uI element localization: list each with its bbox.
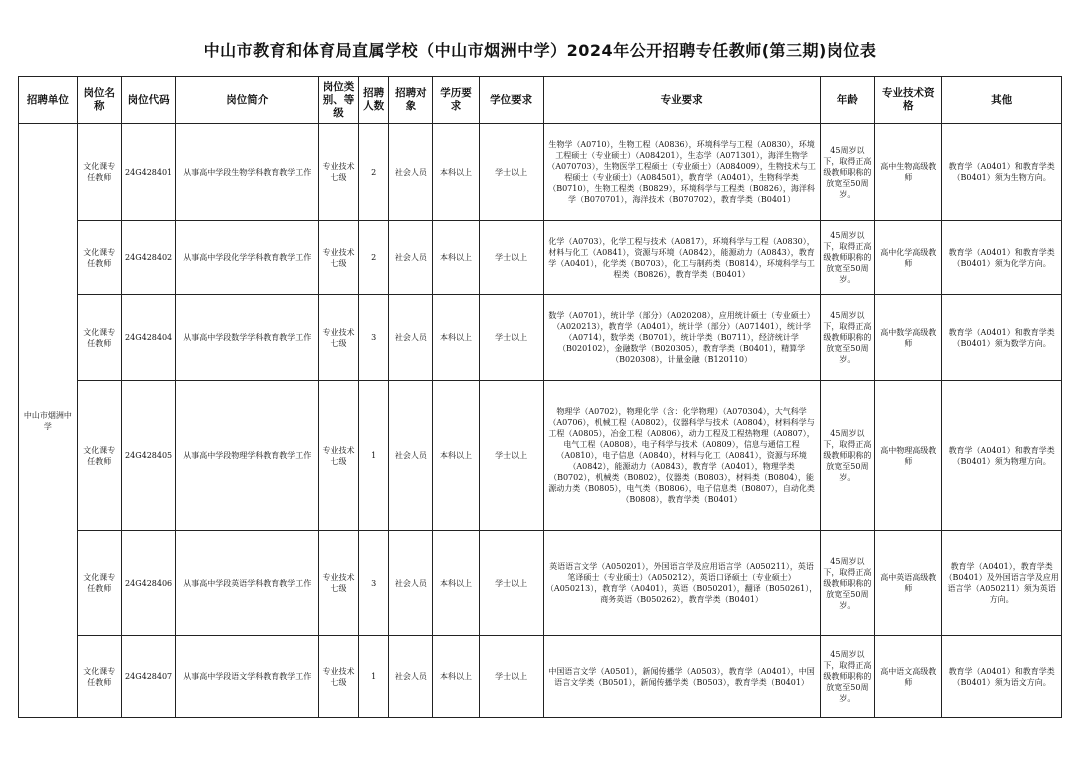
degree-cell: 学士以上 <box>479 295 543 381</box>
qualification-cell: 高中物理高级教师 <box>875 381 942 531</box>
position-code-cell: 24G428407 <box>121 636 176 718</box>
degree-cell: 学士以上 <box>479 381 543 531</box>
qualification-cell: 高中化学高级教师 <box>875 221 942 295</box>
table-row <box>19 531 1062 636</box>
table-row <box>19 295 1062 381</box>
age-cell: 45周岁以下，取得正高级教师职称的放宽至50周岁。 <box>820 531 875 636</box>
position-name-cell: 文化课专任教师 <box>77 531 121 636</box>
position-intro-cell: 从事高中学段化学学科教育教学工作 <box>176 221 319 295</box>
table-row <box>19 221 1062 295</box>
other-cell: 教育学（A0401）和教育学类（B0401）须为生物方向。 <box>942 124 1062 221</box>
other-cell: 教育学（A0401）和教育学类（B0401）须为语文方向。 <box>942 636 1062 718</box>
other-cell: 教育学（A0401）和教育学类（B0401）须为数学方向。 <box>942 295 1062 381</box>
other-cell: 教育学（A0401）和教育学类（B0401）须为化学方向。 <box>942 221 1062 295</box>
age-cell: 45周岁以下，取得正高级教师职称的放宽至50周岁。 <box>820 221 875 295</box>
degree-cell: 学士以上 <box>479 221 543 295</box>
position-code-cell: 24G428405 <box>121 381 176 531</box>
job-positions-table <box>18 76 1062 718</box>
age-cell: 45周岁以下，取得正高级教师职称的放宽至50周岁。 <box>820 381 875 531</box>
headcount-cell: 1 <box>358 636 388 718</box>
column-header: 其他 <box>942 77 1062 124</box>
headcount-cell: 2 <box>358 221 388 295</box>
qualification-cell: 高中生物高级教师 <box>875 124 942 221</box>
position-code-cell: 24G428404 <box>121 295 176 381</box>
column-header: 学历要求 <box>433 77 479 124</box>
position-category-cell: 专业技术七级 <box>319 124 359 221</box>
headcount-cell: 1 <box>358 381 388 531</box>
position-name-cell: 文化课专任教师 <box>77 221 121 295</box>
position-code-cell: 24G428406 <box>121 531 176 636</box>
position-intro-cell: 从事高中学段英语学科教育教学工作 <box>176 531 319 636</box>
position-name-cell: 文化课专任教师 <box>77 124 121 221</box>
education-cell: 本科以上 <box>433 381 479 531</box>
position-name-cell: 文化课专任教师 <box>77 295 121 381</box>
position-intro-cell: 从事高中学段生物学科教育教学工作 <box>176 124 319 221</box>
page-title: 中山市教育和体育局直属学校（中山市烟洲中学）2024年公开招聘专任教师(第三期)岗位表 <box>203 41 877 60</box>
position-category-cell: 专业技术七级 <box>319 221 359 295</box>
other-cell: 教育学（A0401），教育学类（B0401）及外国语言学及应用语言学（A050211）须为英语方向。 <box>942 531 1062 636</box>
headcount-cell: 2 <box>358 124 388 221</box>
position-name-cell: 文化课专任教师 <box>77 381 121 531</box>
target-cell: 社会人员 <box>389 381 433 531</box>
age-cell: 45周岁以下，取得正高级教师职称的放宽至50周岁。 <box>820 124 875 221</box>
column-header: 岗位简介 <box>176 77 319 124</box>
education-cell: 本科以上 <box>433 636 479 718</box>
column-header: 招聘单位 <box>19 77 78 124</box>
education-cell: 本科以上 <box>433 124 479 221</box>
target-cell: 社会人员 <box>389 221 433 295</box>
column-header: 岗位名称 <box>77 77 121 124</box>
headcount-cell: 3 <box>358 531 388 636</box>
target-cell: 社会人员 <box>389 531 433 636</box>
target-cell: 社会人员 <box>389 295 433 381</box>
age-cell: 45周岁以下，取得正高级教师职称的放宽至50周岁。 <box>820 636 875 718</box>
qualification-cell: 高中英语高级教师 <box>875 531 942 636</box>
headcount-cell: 3 <box>358 295 388 381</box>
position-category-cell: 专业技术七级 <box>319 636 359 718</box>
position-code-cell: 24G428401 <box>121 124 176 221</box>
position-code-cell: 24G428402 <box>121 221 176 295</box>
column-header: 专业技术资格 <box>875 77 942 124</box>
position-intro-cell: 从事高中学段语文学科教育教学工作 <box>176 636 319 718</box>
qualification-cell: 高中数学高级教师 <box>875 295 942 381</box>
table-row <box>19 381 1062 531</box>
education-cell: 本科以上 <box>433 221 479 295</box>
position-category-cell: 专业技术七级 <box>319 531 359 636</box>
degree-cell: 学士以上 <box>479 531 543 636</box>
table-row <box>19 124 1062 221</box>
table-header-row <box>19 77 1062 124</box>
degree-cell: 学士以上 <box>479 124 543 221</box>
column-header: 岗位代码 <box>121 77 176 124</box>
column-header: 学位要求 <box>479 77 543 124</box>
major-requirement-cell: 物理学（A0702），物理化学（含：化学物理）（A070304），大气科学（A0706），机械工程（A0802），仪器科学与技术（A0804），材料科学与工程（A0805），冶金工程（A0806），动力工程及工程热物理（A0807），电气工程（A0808），电子科学与技术（A0809），信息与通信工程（A0810），电子信息（A0840），材料与化工（A0841），资源与环境（A0842），能源动力（A0843），教育学（A0401），物理学类（B0702），机械类（B0802），仪器类（B0803），材料类（B0804），能源动力类（B0805），电气类（B0806），电子信息类（B0807），自动化类（B0808），教育学类（B0401） <box>543 381 820 531</box>
qualification-cell: 高中语文高级教师 <box>875 636 942 718</box>
major-requirement-cell: 化学（A0703），化学工程与技术（A0817），环境科学与工程（A0830），材料与化工（A0841），资源与环境（A0842），能源动力（A0843），教育学（A0401），化学类（B0703），化工与制药类（B0814），环境科学与工程类（B0826），教育学类（B0401） <box>543 221 820 295</box>
position-name-cell: 文化课专任教师 <box>77 636 121 718</box>
column-header: 年龄 <box>820 77 875 124</box>
major-requirement-cell: 中国语言文学（A0501），新闻传播学（A0503），教育学（A0401），中国语言文学类（B0501），新闻传播学类（B0503），教育学类（B0401） <box>543 636 820 718</box>
age-cell: 45周岁以下，取得正高级教师职称的放宽至50周岁。 <box>820 295 875 381</box>
column-header: 招聘对象 <box>389 77 433 124</box>
major-requirement-cell: 英语语言文学（A050201），外国语言学及应用语言学（A050211），英语笔译硕士（专业硕士）（A050212），英语口译硕士（专业硕士）（A050213），教育学（A0401），英语（B050201），翻译（B050261），商务英语（B050262），教育学类（B0401） <box>543 531 820 636</box>
target-cell: 社会人员 <box>389 124 433 221</box>
degree-cell: 学士以上 <box>479 636 543 718</box>
position-category-cell: 专业技术七级 <box>319 381 359 531</box>
target-cell: 社会人员 <box>389 636 433 718</box>
column-header: 专业要求 <box>543 77 820 124</box>
column-header: 招聘人数 <box>358 77 388 124</box>
column-header: 岗位类别、等级 <box>319 77 359 124</box>
recruiting-unit-cell: 中山市烟洲中学 <box>19 124 78 718</box>
other-cell: 教育学（A0401）和教育学类（B0401）须为物理方向。 <box>942 381 1062 531</box>
position-category-cell: 专业技术七级 <box>319 295 359 381</box>
table-row <box>19 636 1062 718</box>
major-requirement-cell: 生物学（A0710），生物工程（A0836），环境科学与工程（A0830），环境工程硕士（专业硕士）（A084201），生态学（A071301），海洋生物学（A070703），生物医学工程硕士（专业硕士）（A084009），生物技术与工程硕士（专业硕士）（A084501），教育学（A0401），生物科学类（B0710），生物工程类（B0829），环境科学与工程类（B0826），海洋科学（B070701），海洋技术（B070702），教育学类（B0401） <box>543 124 820 221</box>
education-cell: 本科以上 <box>433 295 479 381</box>
position-intro-cell: 从事高中学段物理学科教育教学工作 <box>176 381 319 531</box>
position-intro-cell: 从事高中学段数学学科教育教学工作 <box>176 295 319 381</box>
major-requirement-cell: 数学（A0701），统计学（部分）（A020208），应用统计硕士（专业硕士）（A020213），教育学（A0401），统计学（部分）（A071401），统计学（A0714），数学类（B0701），统计学类（B0711），经济统计学（B020102），金融数学（B020305），教育学类（B0401），精算学（B020308），计量金融（B120110） <box>543 295 820 381</box>
education-cell: 本科以上 <box>433 531 479 636</box>
